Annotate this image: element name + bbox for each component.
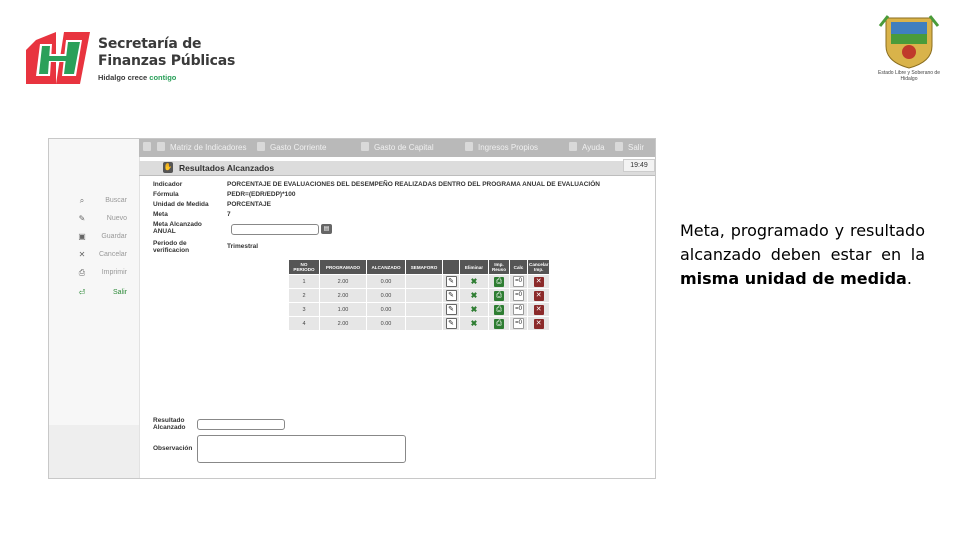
print-icon[interactable]: ⎙ <box>494 319 504 329</box>
th-programado: PROGRAMADO <box>320 260 367 275</box>
matrix-icon <box>157 142 165 151</box>
cell-alcanzado: 0.00 <box>367 317 406 331</box>
slogan: Hidalgo crece contigo <box>98 73 177 82</box>
th-edit <box>443 260 460 275</box>
calc-icon[interactable]: =0 <box>513 276 524 287</box>
cell-programado: 1.00 <box>320 303 367 317</box>
periods-table <box>288 259 550 331</box>
sidebar-item-nuevo[interactable]: ✎ Nuevo <box>78 214 127 223</box>
cell-no: 4 <box>289 317 320 331</box>
label-resultado: Resultado Alcanzado <box>153 417 186 431</box>
table-row <box>289 275 550 289</box>
th-semaforo: SEMAFORO <box>406 260 443 275</box>
save-icon: ▣ <box>78 232 86 241</box>
cell-programado: 2.00 <box>320 317 367 331</box>
value-indicador: PORCENTAJE DE EVALUACIONES DEL DESEMPEÑO REALIZADAS DENTRO DEL PROGRAMA ANUAL DE EVALUACIÓN <box>227 181 600 188</box>
calc-icon[interactable]: =0 <box>513 318 524 329</box>
calc-icon[interactable]: =0 <box>513 304 524 315</box>
th-alcanzado: ALCANZADO <box>367 260 406 275</box>
sidebar <box>49 139 140 478</box>
meta-alcanzado-input[interactable] <box>231 224 319 235</box>
sidebar-item-buscar[interactable]: ⌕ Buscar <box>49 193 139 209</box>
calc-icon[interactable]: =0 <box>513 290 524 301</box>
nav-gasto-corriente[interactable]: Gasto Corriente <box>257 139 326 157</box>
resultado-alcanzado-input[interactable] <box>197 419 285 430</box>
exit-icon: ⏎ <box>78 288 86 297</box>
section-titlebar <box>139 161 655 176</box>
cell-programado: 2.00 <box>320 275 367 289</box>
delete-icon[interactable]: ✖ <box>470 276 478 286</box>
cell-no: 2 <box>289 289 320 303</box>
new-icon: ✎ <box>78 214 86 223</box>
hand-icon: ✋ <box>163 164 173 171</box>
cancel-print-icon[interactable]: ✕ <box>534 305 544 315</box>
top-nav <box>139 139 655 157</box>
th-cancelar-imp: Cancelar Imp. <box>528 260 550 275</box>
table-row <box>289 317 550 331</box>
cell-semaforo <box>406 317 443 331</box>
label-observacion: Observación <box>153 445 193 452</box>
cell-alcanzado: 0.00 <box>367 275 406 289</box>
nav-matriz[interactable]: Matriz de Indicadores <box>157 139 246 157</box>
sidebar-item-guardar[interactable]: ▣ Guardar <box>78 232 127 241</box>
money-icon <box>361 142 369 151</box>
finanzas-logo <box>26 32 90 84</box>
sidebar-bottom-panel <box>49 425 139 478</box>
edit-icon[interactable]: ✎ <box>446 318 457 329</box>
print-icon[interactable]: ⎙ <box>494 291 504 301</box>
sidebar-item-imprimir[interactable]: ⎙ Imprimir <box>78 268 127 277</box>
cell-alcanzado: 0.00 <box>367 303 406 317</box>
grid-icon <box>257 142 265 151</box>
value-unidad: PORCENTAJE <box>227 201 271 208</box>
section-title: Resultados Alcanzados <box>179 163 275 173</box>
search-icon: ⌕ <box>79 196 85 205</box>
edit-icon[interactable]: ✎ <box>446 276 457 287</box>
print-icon[interactable]: ⎙ <box>494 277 504 287</box>
value-periodo: Trimestral <box>227 243 259 250</box>
nav-ingresos-propios[interactable]: Ingresos Propios <box>465 139 538 157</box>
observacion-textarea[interactable] <box>197 435 406 463</box>
th-no-periodo: NO PERIODO <box>289 260 320 275</box>
cancel-icon: ✕ <box>78 250 86 259</box>
coat-of-arms-icon <box>878 12 940 70</box>
delete-icon[interactable]: ✖ <box>470 304 478 314</box>
cell-no: 3 <box>289 303 320 317</box>
label-periodo: Periodo de verificacion <box>153 240 190 254</box>
brand-line1: Secretaría de <box>98 36 202 52</box>
list-icon <box>465 142 473 151</box>
table-row <box>289 303 550 317</box>
calculator-icon[interactable]: ▤ <box>321 224 332 234</box>
nav-salir[interactable]: Salir <box>615 139 644 157</box>
label-meta-alcanzado: Meta Alcanzado ANUAL <box>153 221 202 235</box>
edit-icon[interactable]: ✎ <box>446 290 457 301</box>
seal-caption: Estado Libre y Soberano de Hidalgo <box>878 70 940 82</box>
exit-icon <box>615 142 623 151</box>
nav-gasto-capital[interactable]: Gasto de Capital <box>361 139 434 157</box>
cell-alcanzado: 0.00 <box>367 289 406 303</box>
label-indicador: Indicador <box>153 181 183 188</box>
th-eliminar: Eliminar <box>460 260 489 275</box>
th-calc: Calc <box>510 260 528 275</box>
app-window <box>48 138 656 479</box>
cancel-print-icon[interactable]: ✕ <box>534 319 544 329</box>
delete-icon[interactable]: ✖ <box>470 318 478 328</box>
print-icon: ⎙ <box>78 268 86 277</box>
edit-icon[interactable]: ✎ <box>446 304 457 315</box>
cancel-print-icon[interactable]: ✕ <box>534 291 544 301</box>
explanation-note: Meta, programado y resultado alcanzado deben estar en la misma unidad de medida. <box>680 221 925 288</box>
sidebar-item-salir[interactable]: ⏎ Salir <box>78 288 127 297</box>
cancel-print-icon[interactable]: ✕ <box>534 277 544 287</box>
brand-block <box>98 36 235 82</box>
label-unidad: Unidad de Medida <box>153 201 209 208</box>
sidebar-item-cancelar[interactable]: ✕ Cancelar <box>78 250 127 259</box>
cell-programado: 2.00 <box>320 289 367 303</box>
nav-ayuda[interactable]: Ayuda <box>569 139 605 157</box>
value-formula: PEDR=(EDR/EDP)*100 <box>227 191 296 198</box>
clock: 19:49 <box>623 159 655 172</box>
home-icon[interactable] <box>143 139 156 157</box>
help-icon <box>569 142 577 151</box>
print-icon[interactable]: ⎙ <box>494 305 504 315</box>
th-imp-reuso: Imp. Reuso <box>489 260 510 275</box>
label-formula: Fórmula <box>153 191 179 198</box>
cell-semaforo <box>406 275 443 289</box>
value-meta: 7 <box>227 211 231 218</box>
cell-semaforo <box>406 303 443 317</box>
label-meta: Meta <box>153 211 168 218</box>
cell-semaforo <box>406 289 443 303</box>
cell-no: 1 <box>289 275 320 289</box>
delete-icon[interactable]: ✖ <box>470 290 478 300</box>
table-row <box>289 289 550 303</box>
brand-line2: Finanzas Públicas <box>98 53 236 69</box>
